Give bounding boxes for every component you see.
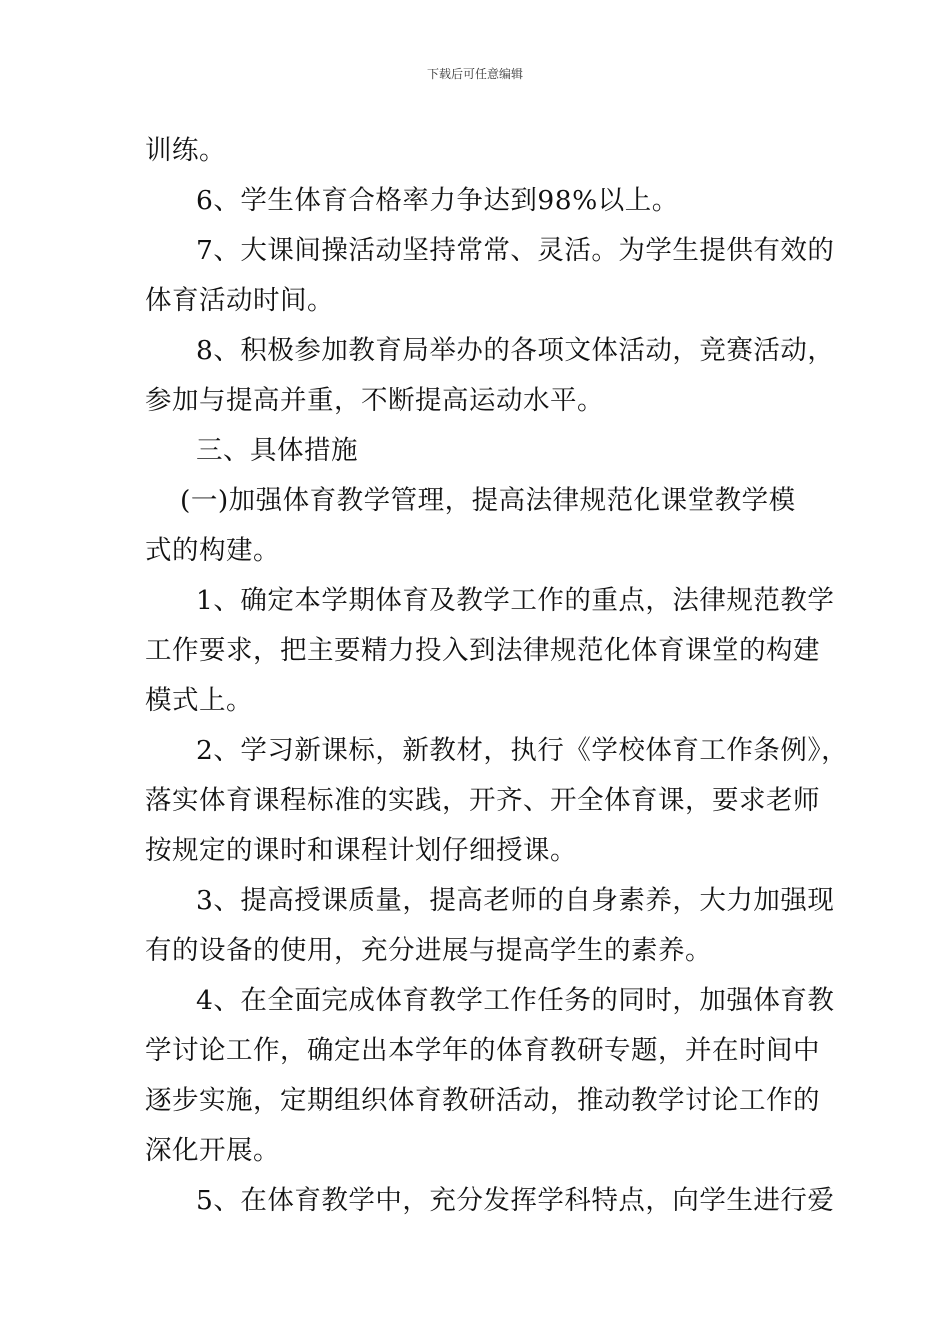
text-line: 5、在体育教学中，充分发挥学科特点，向学生进行爱 — [196, 1185, 835, 1216]
text-line: 深化开展。 — [145, 1135, 280, 1166]
text-line: 7、大课间操活动坚持常常、灵活。为学生提供有效的 — [196, 235, 835, 266]
text-line: 逐步实施，定期组织体育教研活动，推动教学讨论工作的 — [145, 1085, 820, 1116]
text-line: 有的设备的使用，充分进展与提高学生的素养。 — [145, 935, 712, 966]
text-line: 8、积极参加教育局举办的各项文体活动，竞赛活动， — [196, 335, 835, 366]
text-line: 按规定的课时和课程计划仔细授课。 — [145, 835, 577, 866]
text-line: 体育活动时间。 — [145, 285, 334, 316]
text-line: 工作要求，把主要精力投入到法律规范化体育课堂的构建 — [145, 635, 820, 666]
text-line: 1、确定本学期体育及教学工作的重点，法律规范教学 — [196, 585, 835, 616]
text-line: 3、提高授课质量，提高老师的自身素养，大力加强现 — [196, 885, 835, 916]
text-line: 模式上。 — [145, 685, 253, 716]
text-line: 2、学习新课标，新教材，执行《学校体育工作条例》， — [196, 735, 849, 766]
subsection-heading: (一)加强体育教学管理，提高法律规范化课堂教学模 — [180, 485, 796, 516]
text-line: 4、在全面完成体育教学工作任务的同时，加强体育教 — [196, 985, 835, 1016]
text-line: 参加与提高并重，不断提高运动水平。 — [145, 385, 604, 416]
text-line: 式的构建。 — [145, 535, 280, 566]
document-body — [145, 126, 849, 1226]
text-line: 学讨论工作，确定出本学年的体育教研专题，并在时间中 — [145, 1035, 820, 1066]
text-line: 6、学生体育合格率力争达到98%以上。 — [196, 185, 679, 216]
text-line: 落实体育课程标准的实践，开齐、开全体育课，要求老师 — [145, 785, 820, 816]
page-header: 下载后可任意编辑 — [426, 67, 523, 81]
section-heading: 三、具体措施 — [196, 435, 358, 466]
text-line: 训练。 — [145, 135, 226, 166]
